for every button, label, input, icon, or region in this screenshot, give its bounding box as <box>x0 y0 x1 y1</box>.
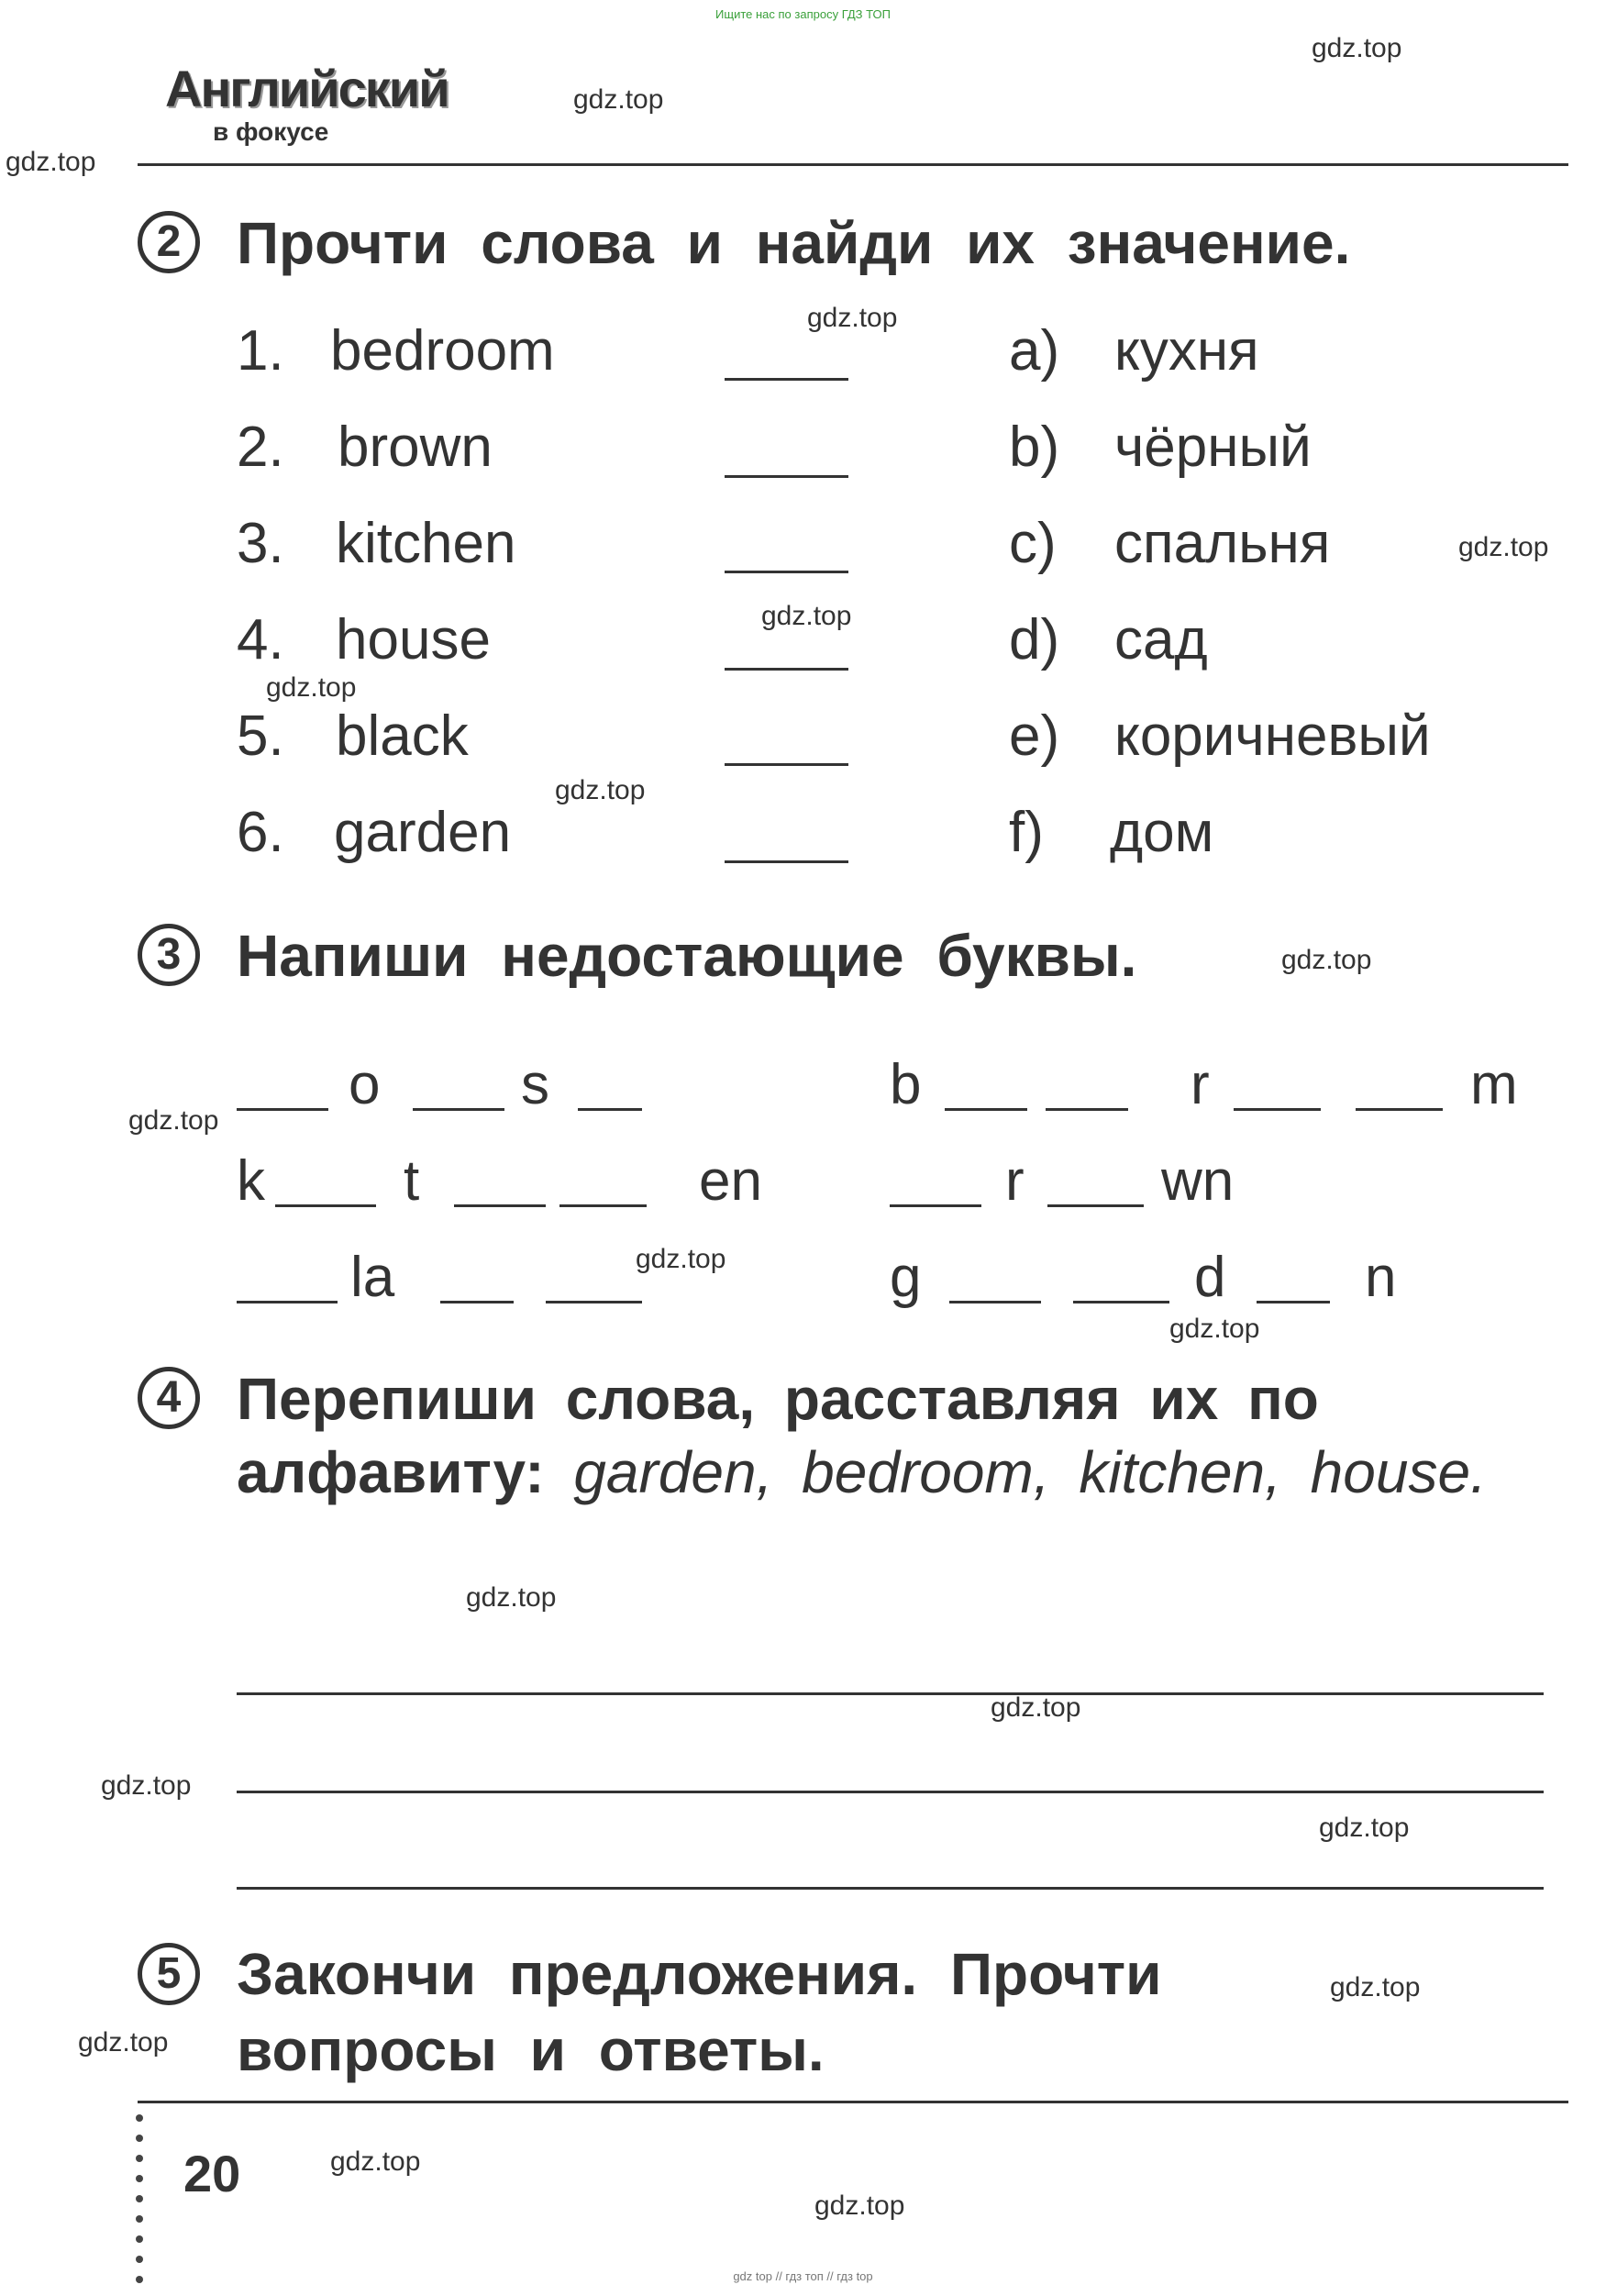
word-5: black <box>336 704 469 768</box>
watermark: gdz.top <box>1169 1314 1260 1344</box>
word-3-num: 3. <box>237 512 284 575</box>
letter-blank[interactable] <box>949 1301 1041 1303</box>
book-logo-subtitle: в фокусе <box>213 117 329 146</box>
watermark: gdz.top <box>1330 1972 1421 2002</box>
section-5-number: 5 <box>138 1943 200 2005</box>
top-banner: Ищите нас по запросу ГДЗ ТОП <box>715 7 891 21</box>
letter-blank[interactable] <box>440 1301 514 1303</box>
letter-blank[interactable] <box>546 1301 642 1303</box>
puzzle-letter: b <box>890 1053 922 1116</box>
book-logo-title: Английский <box>165 60 449 117</box>
meaning-b-letter: b) <box>1009 416 1060 479</box>
letter-blank[interactable] <box>1234 1108 1321 1111</box>
meaning-e-letter: e) <box>1009 704 1060 768</box>
word-3: kitchen <box>336 512 516 575</box>
answer-blank-4[interactable] <box>725 668 848 671</box>
puzzle-letter: wn <box>1161 1149 1235 1213</box>
letter-blank[interactable] <box>578 1108 642 1111</box>
section-3-number: 3 <box>138 924 200 986</box>
letter-blank[interactable] <box>1047 1204 1144 1207</box>
puzzle-letter: d <box>1194 1246 1226 1309</box>
meaning-d: сад <box>1114 608 1208 671</box>
watermark: gdz.top <box>1312 33 1402 63</box>
letter-blank[interactable] <box>275 1204 376 1207</box>
puzzle-letter: m <box>1470 1053 1518 1116</box>
page-number: 20 <box>183 2145 241 2202</box>
writing-line[interactable] <box>237 1791 1544 1793</box>
letter-blank[interactable] <box>1257 1301 1330 1303</box>
watermark: gdz.top <box>466 1582 557 1613</box>
word-2: brown <box>338 416 493 479</box>
section-2-number: 2 <box>138 211 200 273</box>
answer-blank-1[interactable] <box>725 378 848 381</box>
puzzle-letter: en <box>699 1149 762 1213</box>
watermark: gdz.top <box>761 601 852 631</box>
word-6-num: 6. <box>237 801 284 864</box>
letter-blank[interactable] <box>1073 1301 1169 1303</box>
section-3-title: Напиши недостающие буквы. <box>237 923 1137 989</box>
footer-text: gdz top // гдз топ // гдз top <box>733 2269 873 2283</box>
meaning-d-letter: d) <box>1009 608 1060 671</box>
watermark: gdz.top <box>1458 532 1549 562</box>
puzzle-letter: g <box>890 1246 922 1309</box>
watermark: gdz.top <box>101 1770 192 1801</box>
section-5-title-line-1: Закончи предложения. Прочти <box>237 1941 1162 2007</box>
puzzle-letter: t <box>404 1149 420 1213</box>
section-4-number: 4 <box>138 1367 200 1429</box>
watermark: gdz.top <box>6 147 96 177</box>
puzzle-letter: la <box>350 1246 395 1309</box>
word-1-num: 1. <box>237 319 284 383</box>
letter-blank[interactable] <box>890 1204 981 1207</box>
letter-blank[interactable] <box>454 1204 546 1207</box>
section-4-word-list: garden, bedroom, kitchen, house. <box>573 1439 1487 1505</box>
letter-blank[interactable] <box>1356 1108 1443 1111</box>
answer-blank-2[interactable] <box>725 475 848 478</box>
watermark: gdz.top <box>991 1692 1081 1723</box>
puzzle-letter: r <box>1191 1053 1210 1116</box>
letter-blank[interactable] <box>413 1108 504 1111</box>
writing-line[interactable] <box>237 1692 1544 1695</box>
meaning-e: коричневый <box>1114 704 1431 768</box>
section-4-instruction: Перепиши слова, расставляя их по алфавиту: <box>237 1366 1319 1505</box>
section-2-title: Прочти слова и найди их значение. <box>237 210 1351 276</box>
word-4: house <box>336 608 491 671</box>
writing-line[interactable] <box>237 1887 1544 1890</box>
puzzle-letter: n <box>1365 1246 1397 1309</box>
letter-blank[interactable] <box>559 1204 647 1207</box>
watermark: gdz.top <box>1281 945 1372 975</box>
meaning-a: кухня <box>1114 319 1259 383</box>
meaning-f-letter: f) <box>1009 801 1044 864</box>
answer-blank-5[interactable] <box>725 763 848 766</box>
section-4-title <box>237 1362 1557 1509</box>
watermark: gdz.top <box>807 303 898 333</box>
meaning-b: чёрный <box>1114 416 1312 479</box>
footer-rule <box>138 2101 1568 2103</box>
puzzle-letter: o <box>349 1053 381 1116</box>
meaning-f: дом <box>1110 801 1214 864</box>
letter-blank[interactable] <box>237 1301 338 1303</box>
letter-blank[interactable] <box>237 1108 328 1111</box>
watermark: gdz.top <box>636 1244 726 1274</box>
watermark: gdz.top <box>555 775 646 805</box>
word-5-num: 5. <box>237 704 284 768</box>
answer-blank-3[interactable] <box>725 571 848 573</box>
watermark: gdz.top <box>1319 1813 1410 1843</box>
watermark: gdz.top <box>814 2191 905 2221</box>
word-4-num: 4. <box>237 608 284 671</box>
watermark: gdz.top <box>128 1105 219 1136</box>
header-rule <box>138 163 1568 166</box>
watermark: gdz.top <box>573 84 664 115</box>
puzzle-letter: r <box>1005 1149 1025 1213</box>
watermark: gdz.top <box>330 2146 421 2177</box>
letter-blank[interactable] <box>945 1108 1027 1111</box>
word-6: garden <box>334 801 512 864</box>
meaning-a-letter: a) <box>1009 319 1060 383</box>
letter-blank[interactable] <box>1046 1108 1128 1111</box>
word-2-num: 2. <box>237 416 284 479</box>
puzzle-letter: s <box>521 1053 549 1116</box>
word-1: bedroom <box>330 319 555 383</box>
answer-blank-6[interactable] <box>725 860 848 863</box>
watermark: gdz.top <box>266 672 357 703</box>
meaning-c-letter: c) <box>1009 512 1057 575</box>
watermark: gdz.top <box>78 2027 169 2058</box>
puzzle-letter: k <box>237 1149 265 1213</box>
section-5-title-line-2: вопросы и ответы. <box>237 2017 825 2083</box>
meaning-c: спальня <box>1114 512 1331 575</box>
